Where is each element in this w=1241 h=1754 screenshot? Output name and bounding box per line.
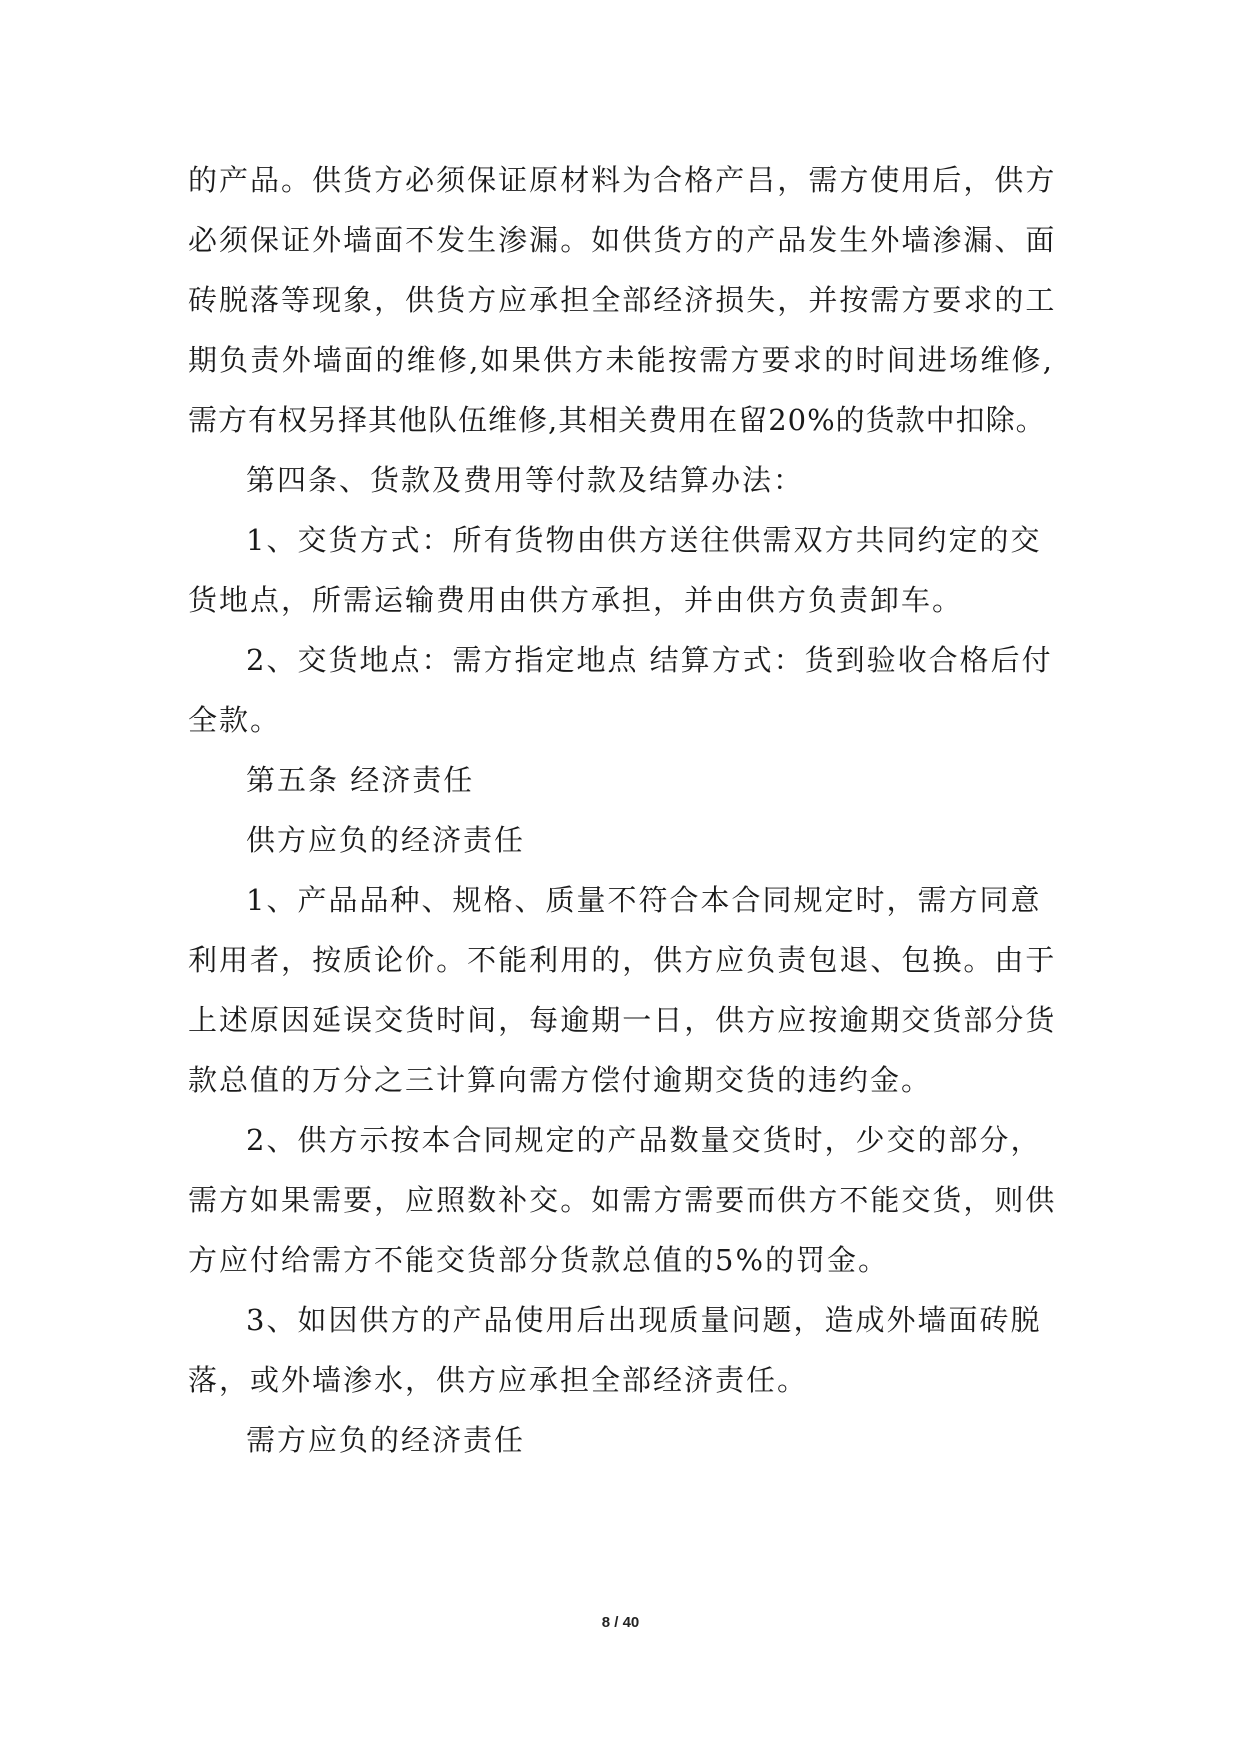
text-line: 全款。 bbox=[188, 703, 282, 737]
section-heading: 第五条 经济责任 bbox=[246, 763, 475, 797]
text-line: 上 述 原 因 延 误 交 货 时 间 ， 每 逾 期 一 日 ， 供 方 应 按 逾 期 交 货 部 分 货 bbox=[188, 1003, 1057, 1037]
text-line: 1、产品品种、规格、质量不符合本合同规定时，需方同意 bbox=[246, 883, 1042, 917]
text-line: 需 方 如 果 需 要 ， 应 照 数 补 交 。 如 需 方 需 要 而 供 方 不 能 交 货 ， 则 供 bbox=[188, 1183, 1057, 1217]
text-line: 1、交货方式：所有货物由供方送往供需双方共同约定的交 bbox=[246, 523, 1042, 557]
text-line: 必 须 保 证 外 墙 面 不 发 生 渗 漏 。 如 供 货 方 的 产 品 发 生 外 墙 渗 漏 、 面 bbox=[188, 223, 1057, 257]
text-line: 利 用 者 ， 按 质 论 价 。 不 能 利 用 的 ， 供 方 应 负 责 包 退 、 包 换 。 由 于 bbox=[188, 943, 1057, 977]
text-line: 款总值的万分之三计算向需方偿付逾期交货的违约金。 bbox=[188, 1063, 933, 1097]
text-line: 砖 脱 落 等 现 象 ， 供 货 方 应 承 担 全 部 经 济 损 失 ， 并 按 需 方 要 求 的 工 bbox=[188, 283, 1057, 317]
text-line: 期 负 责 外 墙 面 的 维 修 , 如 果 供 方 未 能 按 需 方 要 求 的 时 间 进 场 维 修 , bbox=[188, 343, 1054, 377]
text-line: 的 产 品 。 供 货 方 必 须 保 证 原 材 料 为 合 格 产 吕 ， 需 方 使 用 后 ， 供 方 bbox=[188, 163, 1057, 197]
subsection-heading: 供方应负的经济责任 bbox=[246, 823, 526, 857]
text-line: 落，或外墙渗水，供方应承担全部经济责任。 bbox=[188, 1363, 809, 1397]
text-line: 需方有权另择其他队伍维修,其相关费用在留20%的货款中扣除。 bbox=[188, 403, 1046, 437]
section-heading: 第四条、货款及费用等付款及结算办法： bbox=[246, 463, 805, 497]
text-line: 2、交货地点：需方指定地点 结算方式：货到验收合格后付 bbox=[246, 643, 1053, 677]
subsection-heading: 需方应负的经济责任 bbox=[246, 1423, 526, 1457]
page-number: 8 / 40 bbox=[601, 1614, 640, 1631]
text-line: 货地点，所需运输费用由供方承担，并由供方负责卸车。 bbox=[188, 583, 964, 617]
text-line: 方应付给需方不能交货部分货款总值的5%的罚金。 bbox=[188, 1243, 890, 1277]
text-line: 2、供方示按本合同规定的产品数量交货时，少交的部分， bbox=[246, 1123, 1042, 1157]
text-line: 3、如因供方的产品使用后出现质量问题，造成外墙面砖脱 bbox=[246, 1303, 1042, 1337]
